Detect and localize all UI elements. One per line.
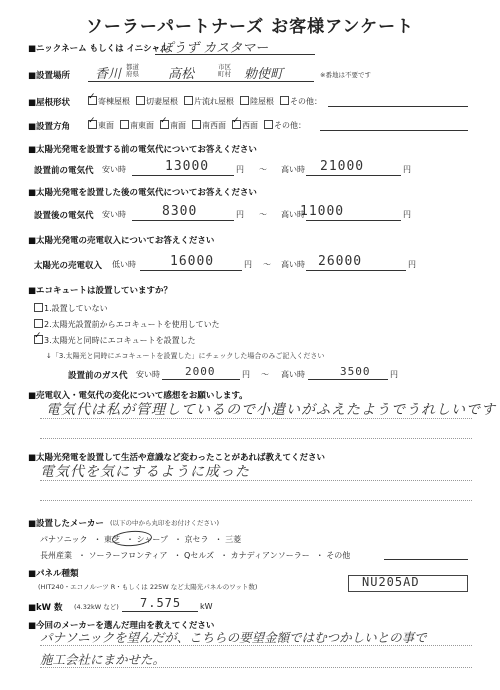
before-high-value[interactable]: 21000 [320, 159, 365, 174]
nickname-label: ■ニックネーム もしくは イニシャル [28, 44, 169, 54]
maker-subnote: (以下の中から丸印をお付けください) [110, 519, 220, 527]
after-high-yen: 円 [403, 210, 411, 219]
after-low-label: 安い時 [102, 210, 126, 219]
panel-label: ■パネル種類 [28, 569, 79, 579]
roof-checkbox-4[interactable] [240, 96, 249, 105]
after-high-label: 高い時 [281, 210, 305, 219]
reason-line-1 [40, 645, 472, 646]
panel-value[interactable]: NU205AD [362, 575, 420, 589]
roof-option-1[interactable] [88, 96, 130, 107]
kw-underline [122, 611, 198, 612]
direction-checkbox-3[interactable] [160, 120, 169, 129]
ecocute-option-1[interactable] [34, 303, 108, 314]
impression-answer[interactable]: 電気代は私が管理しているので小遣いがふえたようでうれしいです [46, 402, 496, 418]
before-low-yen: 円 [236, 165, 244, 174]
roof-option-label-1: 寄棟屋根 [98, 97, 130, 106]
direction-checkbox-6[interactable] [264, 120, 273, 129]
town-value[interactable]: 勅使町 [244, 67, 284, 82]
roof-option-2[interactable] [136, 96, 178, 107]
ecocute-option-3[interactable] [34, 335, 196, 346]
roof-checkbox-3[interactable] [184, 96, 193, 105]
gas-low-yen: 円 [242, 370, 250, 379]
ecocute-1-checkbox[interactable] [34, 303, 43, 312]
ecocute-heading: ■エコキュートは設置していますか？ [28, 286, 173, 296]
lifestyle-line-1 [40, 480, 472, 481]
direction-option-label-3: 南面 [170, 121, 186, 130]
after-heading: ■太陽光発電を設置した後の電気代についてお答えください [28, 188, 257, 198]
gas-tilde: ～ [261, 370, 269, 379]
roof-option-label-2: 切妻屋根 [146, 97, 178, 106]
maker-mitsubishi[interactable]: ・ 三菱 [214, 535, 242, 544]
reason-line-2 [40, 667, 472, 668]
maker-kyocera[interactable]: ・ 京セラ [173, 535, 209, 544]
reason-answer-line-2[interactable]: 施工会社にまかせた。 [40, 652, 166, 667]
kw-label: ■kW 数 [28, 603, 63, 613]
location-note: ※番地は不要です [320, 71, 371, 79]
roof-label: ■屋根形状 [28, 98, 71, 108]
income-high-label: 高い時 [281, 260, 305, 269]
before-label: 設置前の電気代 [34, 166, 94, 176]
impression-line-2 [40, 438, 472, 439]
direction-other-underline [320, 130, 468, 131]
lifestyle-answer[interactable]: 電気代を気にするように成った [40, 464, 250, 480]
direction-option-label-4: 南西面 [202, 121, 226, 130]
income-low-yen: 円 [244, 260, 252, 269]
city-unit: 市区町村 [218, 63, 231, 78]
maker-toshiba[interactable]: ・ 東芝 [93, 535, 120, 544]
ecocute-option-1-label: 1.設置していない [44, 304, 108, 313]
before-high-label: 高い時 [281, 165, 305, 174]
roof-checkbox-2[interactable] [136, 96, 145, 105]
ecocute-option-2-label: 2.太陽光設置前からエコキュートを使用していた [44, 320, 220, 329]
maker-canadian-solar[interactable]: ・ カナディアンソーラー [220, 551, 310, 560]
after-low-yen: 円 [236, 210, 244, 219]
maker-choshu[interactable]: 長州産業 [40, 551, 72, 560]
roof-option-label-3: 片流れ屋根 [194, 97, 234, 106]
income-low-label: 低い時 [112, 260, 136, 269]
nickname-value[interactable]: ぽうず カスタマー [160, 41, 269, 56]
income-high-underline [306, 270, 406, 271]
kw-unit: kW [200, 602, 213, 611]
after-label: 設置後の電気代 [34, 211, 94, 221]
direction-option-3[interactable] [160, 120, 186, 131]
direction-option-label-2: 南東面 [130, 121, 154, 130]
after-low-value[interactable]: 8300 [162, 204, 198, 219]
pref-unit: 都道府県 [126, 63, 139, 78]
roof-option-5[interactable] [280, 96, 322, 107]
before-low-underline [132, 175, 234, 176]
after-tilde: ～ [259, 210, 267, 219]
gas-low-label: 安い時 [136, 370, 160, 379]
roof-option-label-4: 陸屋根 [250, 97, 274, 106]
after-high-underline [306, 220, 401, 221]
roof-option-4[interactable] [240, 96, 274, 107]
before-heading: ■太陽光発電を設置する前の電気代についてお答えください [28, 145, 257, 155]
maker-heading: ■設置したメーカー [28, 519, 104, 529]
maker-sharp[interactable]: ・ シャープ [126, 535, 168, 544]
income-label: 太陽光の売電収入 [34, 261, 103, 271]
direction-checkbox-5[interactable] [232, 120, 241, 129]
roof-checkbox-5[interactable] [280, 96, 289, 105]
direction-option-6[interactable] [264, 120, 306, 131]
income-high-yen: 円 [408, 260, 416, 269]
direction-option-label-6: その他： [274, 121, 306, 130]
location-underline [88, 81, 314, 82]
ecocute-2-checkbox[interactable] [34, 319, 43, 328]
direction-option-5[interactable] [232, 120, 258, 131]
gas-high-yen: 円 [390, 370, 398, 379]
income-heading: ■太陽光発電の売電収入についてお答えください [28, 236, 215, 246]
kw-value[interactable]: 7.575 [140, 596, 182, 610]
panel-note: (HIT240・エコノルーツ R・もしくは 225W など太陽光パネルのワット数) [38, 583, 258, 591]
nickname-underline [155, 54, 315, 55]
maker-row-2 [40, 550, 356, 561]
after-high-value[interactable]: 11000 [300, 204, 345, 219]
roof-option-label-5: その他： [290, 97, 322, 106]
direction-checkbox-2[interactable] [120, 120, 129, 129]
roof-other-underline [328, 106, 468, 107]
location-label: ■設置場所 [28, 71, 71, 81]
page-title: ソーラーパートナーズ お客様アンケート [85, 17, 415, 37]
ecocute-option-3-label: 3.太陽光と同時にエコキュートを設置した [44, 336, 196, 345]
maker-solar-frontier[interactable]: ・ ソーラーフロンティア [78, 551, 168, 560]
direction-option-1[interactable] [88, 120, 114, 131]
income-low-value[interactable]: 16000 [170, 254, 215, 269]
direction-option-label-1: 東面 [98, 121, 114, 130]
maker-other[interactable]: ・ その他 [315, 551, 351, 560]
impression-heading: ■売電収入・電気代の変化について感想をお願いします。 [28, 391, 248, 401]
gas-low-underline [162, 379, 240, 380]
direction-checkbox-4[interactable] [192, 120, 201, 129]
after-low-underline [132, 220, 234, 221]
gas-high-value[interactable]: 3500 [340, 365, 371, 378]
ecocute-3-checkbox[interactable] [34, 335, 43, 344]
ecocute-note: ↓「3.太陽光と同時にエコキュートを設置した」にチェックした場合のみご記入ください [46, 352, 325, 360]
before-high-yen: 円 [403, 165, 411, 174]
direction-checkbox-1[interactable] [88, 120, 97, 129]
direction-option-label-5: 西面 [242, 121, 258, 130]
kw-note: (4.32kW など) [74, 603, 119, 611]
direction-options [88, 120, 312, 131]
pref-value[interactable]: 香川 [95, 67, 122, 82]
gas-low-value[interactable]: 2000 [185, 365, 216, 378]
reason-heading: ■今回のメーカーを選んだ理由を教えてください [28, 621, 215, 631]
ecocute-option-2[interactable] [34, 319, 220, 330]
before-low-value[interactable]: 13000 [165, 159, 210, 174]
lifestyle-line-2 [40, 500, 472, 501]
direction-option-4[interactable] [192, 120, 226, 131]
before-tilde: ～ [259, 165, 267, 174]
impression-line-1 [40, 418, 472, 419]
before-high-underline [306, 175, 401, 176]
gas-high-underline [308, 379, 388, 380]
reason-answer-line-1[interactable]: パナソニックを望んだが、こちらの要望金額ではむつかしいとの事で [40, 630, 427, 645]
income-high-value[interactable]: 26000 [318, 254, 363, 269]
gas-high-label: 高い時 [281, 370, 305, 379]
income-tilde: ～ [263, 260, 271, 269]
direction-label: ■設置方角 [28, 122, 71, 132]
direction-option-2[interactable] [120, 120, 154, 131]
city-value[interactable]: 高松 [168, 67, 195, 82]
maker-panasonic[interactable]: パナソニック [40, 535, 88, 544]
maker-qcells[interactable]: ・ Qセルズ [173, 551, 215, 560]
roof-option-3[interactable] [184, 96, 234, 107]
gas-label: 設置前のガス代 [68, 371, 128, 381]
maker-other-underline [384, 559, 468, 560]
roof-checkbox-1[interactable] [88, 96, 97, 105]
lifestyle-heading: ■太陽光発電を設置して生活や意識など変わったことがあれば教えてください [28, 453, 325, 463]
income-low-underline [140, 270, 242, 271]
roof-options [88, 96, 328, 107]
before-low-label: 安い時 [102, 165, 126, 174]
